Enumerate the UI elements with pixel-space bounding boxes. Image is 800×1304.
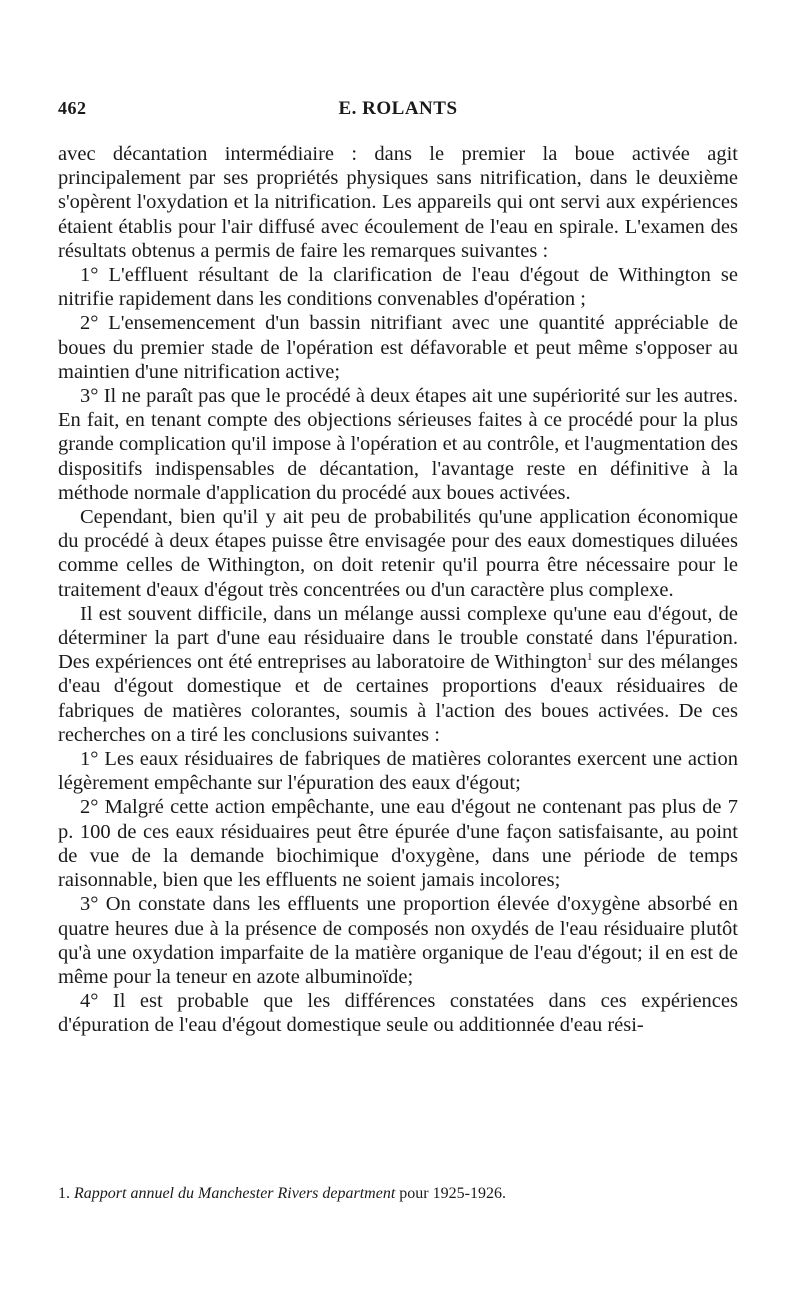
footnote-number: 1. [58,1185,70,1202]
paragraph-conclusion-2: 2° Malgré cette action empêchante, une eau d'égout ne contenant pas plus de 7 p. 100 de ces eaux résiduaires peut être épurée d'une façon satisfaisante, au point de vue de la demande biochimique d'oxygène, dans une période de temps raisonnable, bien que les effluents ne soient jamais incolores; [58,796,738,892]
running-head [58,98,738,124]
paragraph-continuation: avec décantation intermédiaire : dans le premier la boue activée agit principalement par ses propriétés physiques sans nitrification, dans le deuxième s'opèrent l'oxydation et la nitrification. Les appareils qui ont servi aux expériences étaient établis pour l'air diffusé avec écoulement de l'eau en spirale. L'examen des résultats obtenus a permis de faire les remarques suivantes : [58,143,738,262]
paragraph-conclusion-3: 3° On constate dans les effluents une proportion élevée d'oxygène absorbé en quatre heures due à la présence de composés non oxydés de l'eau résiduaire plutôt qu'à une oxydation imparfaite de la matière organique de l'eau d'égout; il en est de même pour la teneur en azote albuminoïde; [58,893,738,988]
paragraph-remark-1: 1° L'effluent résultant de la clarification de l'eau d'égout de Withington se nitrifie rapidement dans les conditions convenables d'opération ; [58,264,738,311]
paragraph-remark-3: 3° Il ne paraît pas que le procédé à deux étapes ait une supériorité sur les autres. En fait, en tenant compte des objections sérieuses faites à ce procédé pour la plus grande complication qu'il impose à l'opération et au contrôle, et l'augmentation des dispositifs indispensables de décantation, l'avantage reste en définitive à la méthode normale d'application du procédé aux boues activées. [58,385,738,504]
paragraph-conclusion-1: 1° Les eaux résiduaires de fabriques de matières colorantes exercent une action légèrement empêchante sur l'épuration des eaux d'égout; [58,748,738,795]
footnote-title: Rapport annuel du Manchester Rivers department [74,1185,396,1202]
page-number: 462 [58,98,87,118]
footnote [58,1184,738,1204]
paragraph-conclusion-4: 4° Il est probable que les différences constatées dans ces expériences d'épuration de l'eau d'égout domestique seule ou additionnée d'eau rési- [58,990,738,1037]
paragraph-cependant: Cependant, bien qu'il y ait peu de probabilités qu'une application économique du procédé à deux étapes puisse être envisagée pour des eaux domestiques diluées comme celles de Withington, on doit retenir qu'il pourra être nécessaire pour le traitement d'eaux d'égout très concentrées ou d'un caractère plus complexe. [58,506,738,601]
body-text [58,142,738,1038]
footnote-reference: 1 [587,651,593,664]
footnote-tail: pour 1925-1926. [399,1185,506,1202]
paragraph-withington-text-b: sur des mélanges d'eau d'égout domestique et de certaines proportions d'eaux résiduaires de fabriques de matières colorantes, soumis à l'action des boues activées. De ces recherches on a tiré les conclusions suivantes : [58,651,739,746]
paragraph-remark-2: 2° L'ensemencement d'un bassin nitrifiant avec une quantité appréciable de boues du premier stade de l'opération est défavorable et peut même s'opposer au maintien d'une nitrification active; [58,312,738,383]
paragraph-withington-experiments [58,602,738,747]
running-head-author: E. ROLANTS [338,98,458,119]
paragraph-withington-text-a: Il est souvent difficile, dans un mélange aussi complexe qu'une eau d'égout, de déterminer la part d'une eau résiduaire dans le trouble constaté dans l'épuration. Des expériences ont été entreprises au laboratoire de Withington [58,602,738,674]
